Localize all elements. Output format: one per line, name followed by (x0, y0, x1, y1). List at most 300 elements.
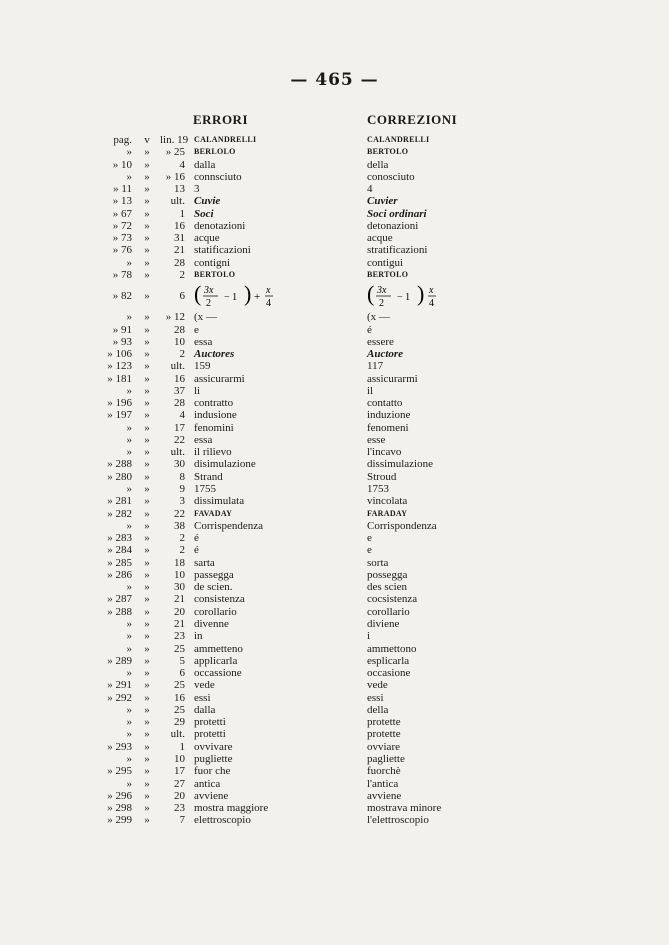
correction-entry: fenomeni (367, 421, 409, 434)
errata-row (0, 220, 669, 232)
page-ref: » 292 (107, 691, 132, 704)
line-ref: 21 (174, 617, 185, 630)
line-ref: 30 (174, 458, 185, 471)
page-ref: » (126, 446, 132, 459)
line-ref: 10 (174, 335, 185, 348)
errata-row (0, 593, 669, 605)
errata-row (0, 716, 669, 728)
correction-entry: 1753 (367, 483, 389, 496)
verse-ref: » (144, 268, 150, 281)
errata-row (0, 336, 669, 348)
verse-ref: v (144, 134, 150, 146)
svg-text:x: x (266, 285, 271, 297)
correction-entry: avviene (367, 789, 402, 802)
correction-entry: vede (367, 679, 388, 692)
verse-ref: » (144, 667, 150, 680)
correction-entry: contigui (367, 256, 404, 269)
errori-header: ERRORI (193, 112, 249, 127)
error-entry: indusione (194, 409, 237, 422)
page-ref: » 197 (107, 409, 132, 422)
verse-ref: » (144, 556, 150, 569)
error-entry: ammetteno (194, 642, 243, 655)
line-ref: » 25 (165, 146, 185, 159)
page-ref: » (126, 256, 132, 269)
errata-row (0, 409, 669, 421)
error-entry: 1755 (194, 483, 216, 496)
verse-ref: » (144, 183, 150, 196)
errata-row (0, 790, 669, 802)
correction-entry: il (367, 384, 374, 397)
correction-entry: 117 (367, 360, 384, 373)
page-number: — 465 — (290, 70, 379, 90)
errata-row (0, 643, 669, 655)
page-ref: » 73 (112, 232, 132, 245)
correzioni-header: CORREZIONI (367, 112, 458, 127)
verse-ref: » (144, 495, 150, 508)
errata-row (0, 630, 669, 642)
page-ref: » 106 (107, 348, 132, 361)
line-ref: lin. 19 (160, 134, 189, 146)
errata-row (0, 544, 669, 556)
page-ref: » 285 (107, 556, 132, 569)
correction-entry: detonazioni (367, 219, 419, 232)
page-ref: » 282 (107, 507, 132, 520)
page-ref: » (126, 617, 132, 630)
verse-ref: » (144, 728, 150, 741)
page-ref: » (126, 433, 132, 446)
line-ref: 8 (179, 470, 185, 483)
line-ref: 16 (174, 219, 185, 232)
errata-row (0, 557, 669, 569)
line-ref: ult. (170, 360, 185, 373)
error-entry: fenomini (194, 421, 234, 434)
correction-entry: fuorchè (367, 765, 401, 778)
verse-ref: » (144, 679, 150, 692)
page-ref: » (126, 642, 132, 655)
svg-text:− 1: − 1 (397, 292, 411, 304)
errata-row (0, 146, 669, 158)
error-entry: essi (194, 691, 211, 704)
verse-ref: » (144, 146, 150, 159)
page-ref: » 93 (112, 335, 132, 348)
correction-entry (367, 281, 457, 311)
error-entry (194, 281, 284, 311)
line-ref: 22 (174, 507, 185, 520)
error-entry: mostra maggiore (194, 802, 269, 815)
line-ref: 25 (174, 703, 185, 716)
verse-ref: » (144, 617, 150, 630)
line-ref: 28 (174, 397, 185, 410)
correction-entry: Auctore (367, 348, 404, 361)
verse-ref: » (144, 691, 150, 704)
svg-text:(: ( (367, 281, 375, 307)
error-entry: ovvivare (194, 740, 233, 753)
correction-entry: l'incavo (367, 446, 402, 459)
correction-entry: 4 (367, 183, 373, 196)
error-entry: fuor che (194, 765, 231, 778)
line-ref: 28 (174, 323, 185, 336)
line-ref: 9 (179, 483, 185, 496)
errata-row (0, 244, 669, 256)
line-ref: 28 (174, 256, 185, 269)
page-ref: » (126, 752, 132, 765)
page-ref: pag. (113, 134, 132, 146)
page-ref: » (126, 667, 132, 680)
verse-ref: » (144, 740, 150, 753)
error-entry: assicurarmi (194, 372, 245, 385)
verse-ref: » (144, 409, 150, 422)
correction-entry: i (367, 630, 371, 643)
verse-ref: » (144, 642, 150, 655)
page-ref: » 196 (107, 397, 132, 410)
correction-entry: Soci ordinari (367, 207, 427, 220)
line-ref: 3 (179, 495, 185, 508)
correction-entry: acque (367, 232, 393, 245)
errata-row (0, 195, 669, 207)
correction-entry: sorta (367, 556, 389, 569)
verse-ref: » (144, 360, 150, 373)
verse-ref: » (144, 532, 150, 545)
page-ref: » (126, 777, 132, 790)
page-ref: » 181 (107, 372, 132, 385)
line-ref: 1 (179, 740, 185, 753)
verse-ref: » (144, 777, 150, 790)
errata-row (0, 581, 669, 593)
error-entry: pugliette (194, 752, 233, 765)
verse-ref: » (144, 384, 150, 397)
page-ref: » 76 (112, 244, 132, 257)
errata-row (0, 385, 669, 397)
correction-entry: stratificazioni (367, 244, 428, 257)
verse-ref: » (144, 593, 150, 606)
errata-row (0, 434, 669, 446)
errata-row (0, 667, 669, 679)
verse-ref: » (144, 703, 150, 716)
error-entry: essa (194, 335, 213, 348)
line-ref: 5 (179, 654, 185, 667)
verse-ref: » (144, 244, 150, 257)
error-entry: avviene (194, 789, 229, 802)
errata-row (0, 520, 669, 532)
page-ref: » 123 (107, 360, 132, 373)
errata-row (0, 360, 669, 372)
line-ref: 38 (174, 519, 185, 532)
page-ref: » (126, 146, 132, 159)
error-entry: vede (194, 679, 215, 692)
verse-ref: » (144, 433, 150, 446)
page-ref: » (126, 703, 132, 716)
errata-row (0, 753, 669, 765)
correction-entry: dissimulazione (367, 458, 433, 471)
errata-row (0, 508, 669, 520)
correction-entry: esplicarla (367, 654, 410, 667)
errata-row (0, 741, 669, 753)
errata-row (0, 257, 669, 269)
page-ref: » (126, 384, 132, 397)
page-ref: » 293 (107, 740, 132, 753)
correction-entry: induzione (367, 409, 411, 422)
page-ref: » (126, 421, 132, 434)
page-ref: » (126, 483, 132, 496)
error-entry: sarta (194, 556, 215, 569)
line-ref: 17 (174, 765, 185, 778)
error-entry: Auctores (194, 348, 235, 361)
verse-ref: » (144, 605, 150, 618)
verse-ref: » (144, 256, 150, 269)
page-ref: » (126, 716, 132, 729)
verse-ref: » (144, 458, 150, 471)
errata-row (0, 446, 669, 458)
error-entry: corollario (194, 605, 237, 618)
verse-ref: » (144, 397, 150, 410)
error-entry: contigni (194, 256, 231, 269)
correction-entry: vincolata (367, 495, 408, 508)
error-entry: dalla (194, 158, 216, 171)
error-entry: divenne (194, 617, 229, 630)
correction-entry: protette (367, 728, 401, 741)
correction-entry: des scien (367, 581, 408, 594)
verse-ref: » (144, 752, 150, 765)
page-ref: » 295 (107, 765, 132, 778)
correction-entry: mostrava minore (367, 802, 442, 815)
verse-ref: » (144, 348, 150, 361)
error-entry: de scien. (194, 581, 233, 594)
errata-row (0, 765, 669, 777)
line-ref: 31 (174, 232, 185, 245)
line-ref: 6 (179, 667, 185, 680)
line-ref: 10 (174, 568, 185, 581)
svg-text:+: + (254, 291, 261, 304)
line-ref: ult. (170, 195, 185, 208)
correction-entry: assicurarmi (367, 372, 418, 385)
error-entry: CALANDRELLI (194, 135, 257, 144)
errata-row (0, 606, 669, 618)
error-entry: é (194, 532, 199, 545)
correction-entry: l'elettroscopio (367, 814, 429, 827)
error-entry: in (194, 630, 203, 643)
error-entry: BERTOLO (194, 269, 236, 279)
error-entry: e (194, 323, 199, 336)
correction-entry: é (367, 323, 372, 336)
errata-row (0, 569, 669, 581)
line-ref: 4 (179, 158, 185, 171)
line-ref: 29 (174, 716, 185, 729)
page-ref: » (126, 581, 132, 594)
verse-ref: » (144, 335, 150, 348)
line-ref: 21 (174, 593, 185, 606)
error-entry: protetti (194, 716, 226, 729)
errata-row (0, 532, 669, 544)
correction-entry: contatto (367, 397, 403, 410)
line-ref: ult. (170, 446, 185, 459)
errata-row (0, 704, 669, 716)
page-ref: » (126, 519, 132, 532)
verse-ref: » (144, 716, 150, 729)
errata-row (0, 422, 669, 434)
line-ref: 23 (174, 630, 185, 643)
line-ref: 21 (174, 244, 185, 257)
correction-entry: esse (367, 433, 386, 446)
verse-ref: » (144, 421, 150, 434)
errata-row (0, 397, 669, 409)
verse-ref: » (144, 158, 150, 171)
verse-ref: » (144, 323, 150, 336)
correction-entry: Corrispondenza (367, 519, 437, 532)
svg-text:− 1: − 1 (224, 292, 238, 304)
page-ref: » (126, 170, 132, 183)
verse-ref: » (144, 789, 150, 802)
errata-row (0, 728, 669, 740)
error-entry: FAVADAY (194, 508, 233, 518)
errata-row (0, 778, 669, 790)
verse-ref: » (144, 814, 150, 827)
verse-ref: » (144, 630, 150, 643)
correction-entry: e (367, 532, 372, 545)
page-ref: » 296 (107, 789, 132, 802)
verse-ref: » (144, 207, 150, 220)
line-ref: 13 (174, 183, 185, 196)
page-ref: » 281 (107, 495, 132, 508)
page-ref: » 13 (112, 195, 132, 208)
verse-ref: » (144, 470, 150, 483)
page-ref: » 82 (112, 290, 132, 303)
error-entry: contratto (194, 397, 234, 410)
page-ref: » 91 (112, 323, 132, 336)
verse-ref: » (144, 802, 150, 815)
line-ref: 2 (179, 532, 185, 545)
correction-entry: cocsistenza (367, 593, 418, 606)
correction-entry: essere (367, 335, 394, 348)
errata-row (0, 324, 669, 336)
svg-text:x: x (429, 285, 434, 297)
errata-row (0, 458, 669, 470)
error-entry: dissimulata (194, 495, 245, 508)
error-entry: antica (194, 777, 221, 790)
errata-row (0, 311, 669, 323)
error-entry: occassione (194, 667, 242, 680)
page-ref: » 288 (107, 605, 132, 618)
error-entry: 3 (194, 183, 200, 196)
errata-row (0, 159, 669, 171)
error-entry: (x — (194, 311, 217, 324)
page-ref: » 10 (112, 158, 132, 171)
correction-entry: essi (367, 691, 384, 704)
error-entry: Corrispendenza (194, 519, 264, 532)
line-ref: 37 (174, 384, 185, 397)
svg-text:2: 2 (379, 298, 384, 310)
line-ref: 10 (174, 752, 185, 765)
line-ref: 17 (174, 421, 185, 434)
errata-row (0, 692, 669, 704)
errata-row (0, 269, 669, 281)
verse-ref: » (144, 483, 150, 496)
error-entry: applicarla (194, 654, 238, 667)
page-ref: » 280 (107, 470, 132, 483)
page-ref: » 67 (112, 207, 132, 220)
page-ref: » 291 (107, 679, 132, 692)
error-entry: Strand (194, 470, 223, 483)
line-ref: 20 (174, 789, 185, 802)
correction-entry: ammettono (367, 642, 417, 655)
error-entry: é (194, 544, 199, 557)
verse-ref: » (144, 232, 150, 245)
errata-row (0, 618, 669, 630)
verse-ref: » (144, 519, 150, 532)
error-entry: consistenza (194, 593, 245, 606)
errata-row (0, 183, 669, 195)
line-ref: » 12 (165, 311, 185, 324)
svg-text:(: ( (194, 281, 202, 307)
error-entry: passegga (194, 568, 234, 581)
page-ref: » 289 (107, 654, 132, 667)
svg-text:): ) (244, 281, 252, 307)
line-ref: 6 (179, 290, 185, 303)
verse-ref: » (144, 507, 150, 520)
errata-row (0, 373, 669, 385)
page-ref: » 78 (112, 268, 132, 281)
error-entry: disimulazione (194, 458, 256, 471)
errata-row (0, 655, 669, 667)
line-ref: 2 (179, 544, 185, 557)
verse-ref: » (144, 568, 150, 581)
verse-ref: » (144, 219, 150, 232)
line-ref: 2 (179, 348, 185, 361)
errata-row (0, 281, 669, 311)
line-ref: 20 (174, 605, 185, 618)
correction-entry: CALANDRELLI (367, 135, 430, 144)
page-ref: » (126, 728, 132, 741)
page-ref: » 288 (107, 458, 132, 471)
correction-entry: BERTOLO (367, 269, 409, 279)
error-entry: il rilievo (194, 446, 232, 459)
page-ref: » 298 (107, 802, 132, 815)
page-ref: » 72 (112, 219, 132, 232)
errata-row (0, 232, 669, 244)
correction-entry: BERTOLO (367, 147, 409, 157)
correction-entry: occasione (367, 667, 411, 680)
errata-row (0, 483, 669, 495)
error-entry: elettroscopio (194, 814, 251, 827)
error-entry: statificazioni (194, 244, 251, 257)
errata-row (0, 814, 669, 826)
svg-text:4: 4 (266, 298, 271, 310)
correction-entry: Cuvier (367, 195, 398, 208)
svg-text:3x: 3x (377, 285, 387, 297)
error-entry: protetti (194, 728, 226, 741)
page-ref: » 287 (107, 593, 132, 606)
error-entry: dalla (194, 703, 216, 716)
page-ref: » 283 (107, 532, 132, 545)
error-entry: acque (194, 232, 220, 245)
errata-row (0, 348, 669, 360)
correction-entry: della (367, 158, 389, 171)
line-ref: 22 (174, 433, 185, 446)
verse-ref: » (144, 544, 150, 557)
correction-entry: conosciuto (367, 170, 415, 183)
verse-ref: » (144, 654, 150, 667)
line-ref: 16 (174, 372, 185, 385)
correction-entry: possegga (367, 568, 408, 581)
svg-text:2: 2 (206, 298, 211, 310)
line-ref: 7 (179, 814, 185, 827)
error-entry: Cuvie (194, 195, 221, 208)
correction-entry: ovviare (367, 740, 400, 753)
correction-entry: protette (367, 716, 401, 729)
line-ref: 1 (179, 207, 185, 220)
errata-row (0, 471, 669, 483)
line-ref: 18 (174, 556, 185, 569)
correction-entry: pagliette (367, 752, 405, 765)
